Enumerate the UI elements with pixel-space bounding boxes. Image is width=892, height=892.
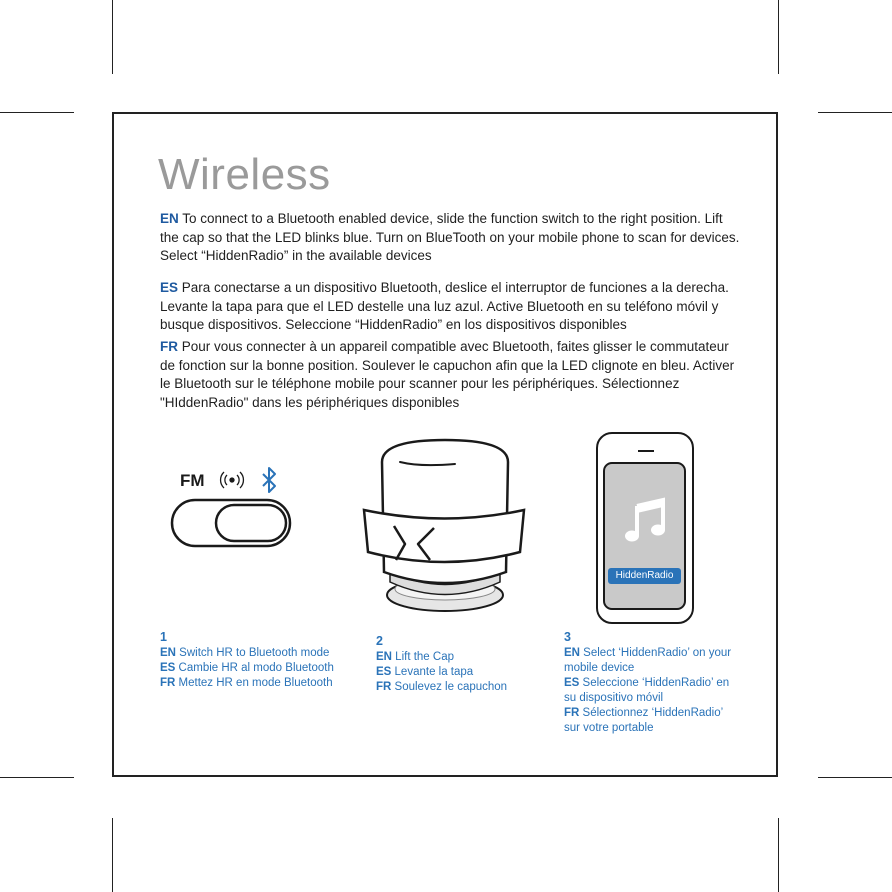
step-text: Switch HR to Bluetooth mode (175, 647, 330, 659)
lang-code: ES (376, 666, 392, 678)
crop-mark (112, 818, 113, 892)
lang-code: EN (376, 651, 392, 663)
step-1-caption (160, 630, 350, 691)
lang-code: ES (160, 280, 179, 295)
step-number: 3 (564, 630, 571, 644)
crop-mark (778, 0, 779, 74)
step-text: Lift the Cap (391, 651, 454, 663)
lang-code: FR (564, 707, 580, 719)
music-note-icon (621, 496, 671, 546)
crop-mark (778, 818, 779, 892)
fm-label: FM (180, 471, 205, 490)
step-row (160, 676, 350, 691)
phone-illustration (596, 432, 694, 624)
switch-illustration (160, 460, 310, 555)
lang-code: FR (376, 681, 392, 693)
step-text: Mettez HR en mode Bluetooth (175, 677, 333, 689)
lang-code: ES (160, 662, 176, 674)
paragraph-fr (160, 338, 740, 412)
lang-code: ES (564, 677, 580, 689)
step-row (564, 706, 736, 736)
step-row (564, 676, 736, 706)
step-text: Soulevez le capuchon (391, 681, 508, 693)
step-number: 2 (376, 634, 383, 648)
crop-mark (818, 112, 892, 113)
phone-speaker (638, 450, 654, 452)
switch-knob (216, 505, 286, 541)
lang-code: FR (160, 677, 176, 689)
page-title: Wireless (158, 150, 331, 199)
step-row (376, 680, 546, 695)
paragraph-es (160, 279, 740, 335)
step-text: Levante la tapa (391, 666, 474, 678)
paragraph-en (160, 210, 740, 266)
step-row (564, 646, 736, 676)
speaker-illustration (360, 432, 530, 617)
step-number: 1 (160, 630, 167, 644)
bluetooth-icon (263, 468, 275, 492)
crop-mark (0, 777, 74, 778)
crop-mark (112, 0, 113, 74)
step-2-caption (376, 634, 546, 695)
crop-mark (0, 112, 74, 113)
step-row (376, 650, 546, 665)
lang-code: EN (160, 211, 179, 226)
speaker-cap (364, 510, 524, 562)
crop-mark (818, 777, 892, 778)
step-text: Sélectionnez ‘HiddenRadio’ sur votre portable (564, 707, 723, 734)
lang-code: FR (160, 339, 178, 354)
wireless-icon (221, 472, 244, 488)
phone-screen (603, 462, 686, 610)
step-row (160, 646, 350, 661)
step-row (160, 661, 350, 676)
step-row (376, 665, 546, 680)
step-text: Cambie HR al modo Bluetooth (175, 662, 334, 674)
step-text: Seleccione ‘HiddenRadio’ en su dispositivo móvil (564, 677, 730, 704)
hiddenradio-list-item: HiddenRadio (608, 568, 681, 584)
paragraph-text: Para conectarse a un dispositivo Bluetooth, deslice el interruptor de funciones a la derecha. Levante la tapa para que el LED destelle una luz azul. Active Bluetooth en su teléfono móvil y busque dispositivos. Seleccione “HiddenRadio” en los dispositivos disponibles (160, 280, 729, 332)
step-text: Select ‘HiddenRadio’ on your mobile device (564, 647, 732, 674)
paragraph-text: Pour vous connecter à un appareil compatible avec Bluetooth, faites glisser le commutateur de fonction sur la bonne position. Soulever le capuchon afin que la LED clignote en bleu. Activer le Bluetooth sur le téléphone mobile pour scanner pour les périphériques. Sélectionnez "HIddenRadio" dans les périphériques disponibles (160, 339, 735, 410)
lang-code: EN (564, 647, 580, 659)
step-3-caption (564, 630, 736, 736)
paragraph-text: To connect to a Bluetooth enabled device, slide the function switch to the right position. Lift the cap so that the LED blinks blue. Turn on BlueTooth on your mobile phone to scan for devices. Select “HiddenRadio” in the available devices (160, 211, 740, 263)
lang-code: EN (160, 647, 176, 659)
